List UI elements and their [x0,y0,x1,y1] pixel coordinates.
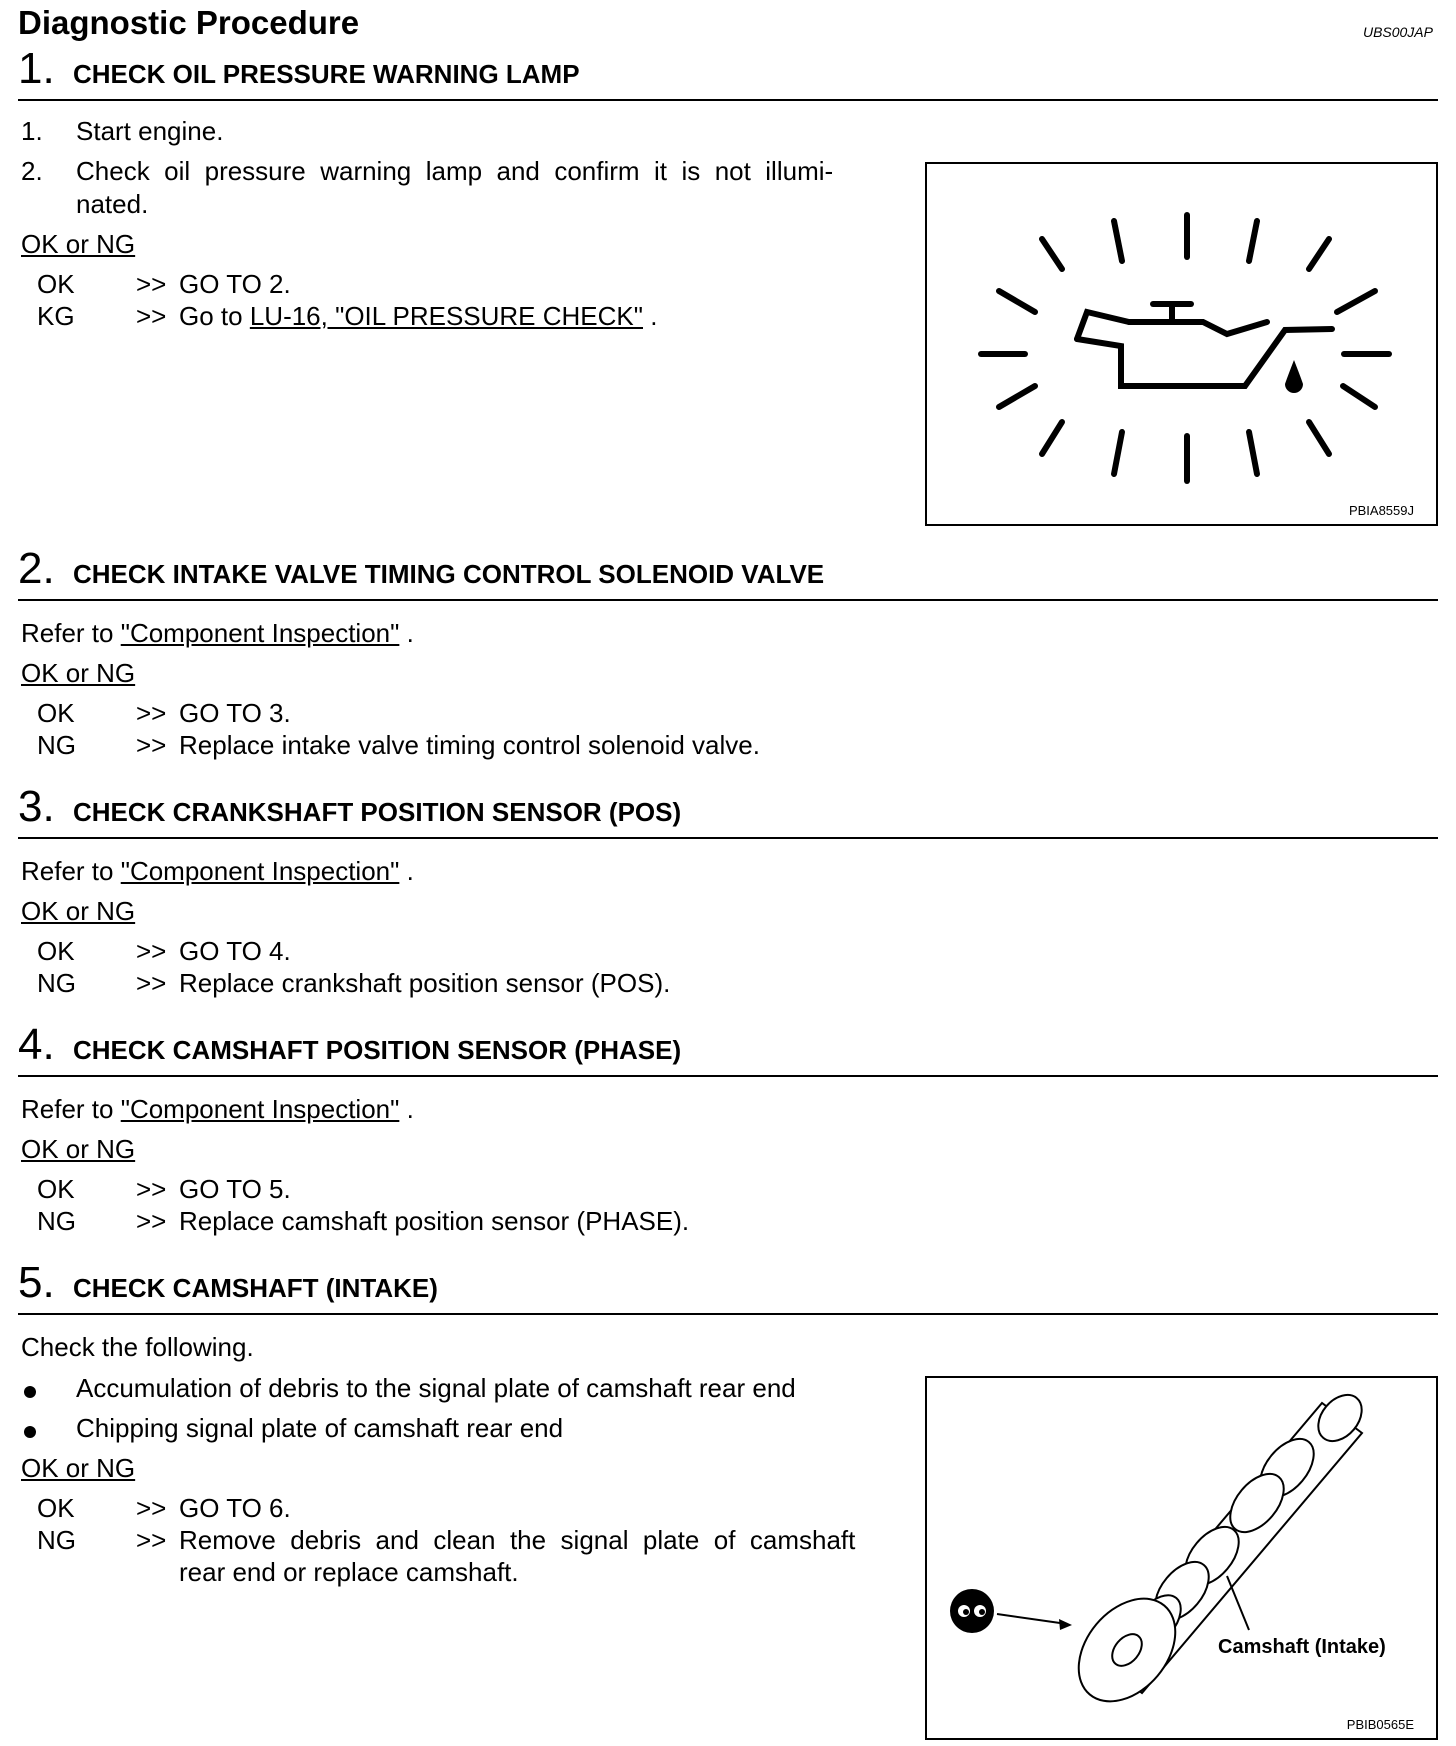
component-inspection-link[interactable]: "Component Inspection" [120,1094,400,1124]
result-arrow: >> [136,1493,167,1523]
action-prefix: Go to [179,301,250,331]
result-arrow: >> [136,1525,167,1555]
camshaft-figure [925,1376,1438,1740]
inspection-eye-icon [950,1589,994,1633]
bullet-dot [24,1386,36,1398]
step-2-number: 2. [18,544,55,593]
step-5-number: 5. [18,1258,55,1307]
result-ok-action: GO TO 3. [179,698,291,728]
step-3-header [18,783,1438,839]
result-ok-action: GO TO 5. [179,1174,291,1204]
instruction-1-text: Start engine. [76,116,224,146]
instruction-2-number: 2. [21,156,43,186]
result-ng-label: NG [37,1206,76,1236]
bullet-dot [24,1426,36,1438]
result-ok-label: OK [37,1174,75,1204]
step-5-header [18,1259,1438,1315]
result-arrow: >> [136,269,167,299]
result-ok-label: OK [37,269,75,299]
result-ok-label: OK [37,936,75,966]
result-ng-action: Replace crankshaft position sensor (POS). [179,968,671,998]
step-2-header [18,545,1438,601]
result-ng-action: Replace camshaft position sensor (PHASE). [179,1206,690,1236]
oil-warning-lamp-figure [925,162,1438,526]
result-arrow: >> [136,968,167,998]
result-ng-action-line2: rear end or replace camshaft. [179,1557,519,1587]
refer-to-text: Refer to [21,856,121,886]
bullet-item: Chipping signal plate of camshaft rear end [76,1413,564,1443]
result-arrow: >> [136,1206,167,1236]
ok-or-ng-heading: OK or NG [21,896,136,926]
result-arrow: >> [136,936,167,966]
refer-to-suffix: . [399,856,414,886]
result-arrow: >> [136,1174,167,1204]
result-ok-action: GO TO 6. [179,1493,291,1523]
step-1-title: CHECK OIL PRESSURE WARNING LAMP [73,59,580,89]
bullet-item: Accumulation of debris to the signal plate of camshaft rear end [76,1373,796,1403]
instruction-2-text-line1: Check oil pressure warning lamp and confirm it is not illumi- [76,156,834,186]
figure-code: PBIA8559J [1348,503,1414,518]
step-3-title: CHECK CRANKSHAFT POSITION SENSOR (POS) [73,797,682,827]
result-arrow: >> [136,698,167,728]
result-ng-action [179,300,657,332]
refer-to-suffix: . [399,618,414,648]
step-4-number: 4. [18,1020,55,1069]
refer-to-text: Refer to [21,618,121,648]
camshaft-intake-label: Camshaft (Intake) [1218,1636,1386,1658]
instruction-1-number: 1. [21,116,43,146]
step-3-number: 3. [18,782,55,831]
oil-pressure-check-link[interactable]: LU-16, "OIL PRESSURE CHECK" [249,301,643,331]
result-ng-label: NG [37,730,76,760]
figure-code: PBIB0565E [1346,1717,1414,1732]
result-ng-action: Replace intake valve timing control solenoid valve. [179,730,760,760]
page-title: Diagnostic Procedure [18,4,360,41]
camshaft-illustration [927,1378,1436,1738]
result-ok-action: GO TO 4. [179,936,291,966]
result-ng-label: KG [37,301,75,331]
component-inspection-link[interactable]: "Component Inspection" [120,618,400,648]
refer-to-line [21,617,414,649]
refer-to-suffix: . [399,1094,414,1124]
result-ok-label: OK [37,1493,75,1523]
step-1-header [18,45,1438,101]
step-1-number: 1. [18,44,55,93]
instruction-2-text-line2: nated. [76,189,149,219]
result-ok-label: OK [37,698,75,728]
document-code: UBS00JAP [1362,24,1433,40]
ok-or-ng-heading: OK or NG [21,1453,136,1483]
step-5-title: CHECK CAMSHAFT (INTAKE) [73,1273,438,1303]
refer-to-text: Refer to [21,1094,121,1124]
result-ng-label: NG [37,1525,76,1555]
result-ok-action: GO TO 2. [179,269,291,299]
step-2-title: CHECK INTAKE VALVE TIMING CONTROL SOLENOID VALVE [73,559,825,589]
refer-to-line [21,855,414,887]
component-inspection-link[interactable]: "Component Inspection" [120,856,400,886]
result-arrow: >> [136,730,167,760]
oil-can-icon [927,164,1436,524]
result-arrow: >> [136,301,167,331]
step-4-title: CHECK CAMSHAFT POSITION SENSOR (PHASE) [73,1035,682,1065]
refer-to-line [21,1093,414,1125]
ok-or-ng-heading: OK or NG [21,1134,136,1164]
result-ng-label: NG [37,968,76,998]
ok-or-ng-heading: OK or NG [21,229,136,259]
action-suffix: . [643,301,658,331]
check-following-text: Check the following. [21,1332,254,1362]
step-4-header [18,1021,1438,1077]
result-ng-action-line1: Remove debris and clean the signal plate of camshaft [179,1525,856,1555]
ok-or-ng-heading: OK or NG [21,658,136,688]
